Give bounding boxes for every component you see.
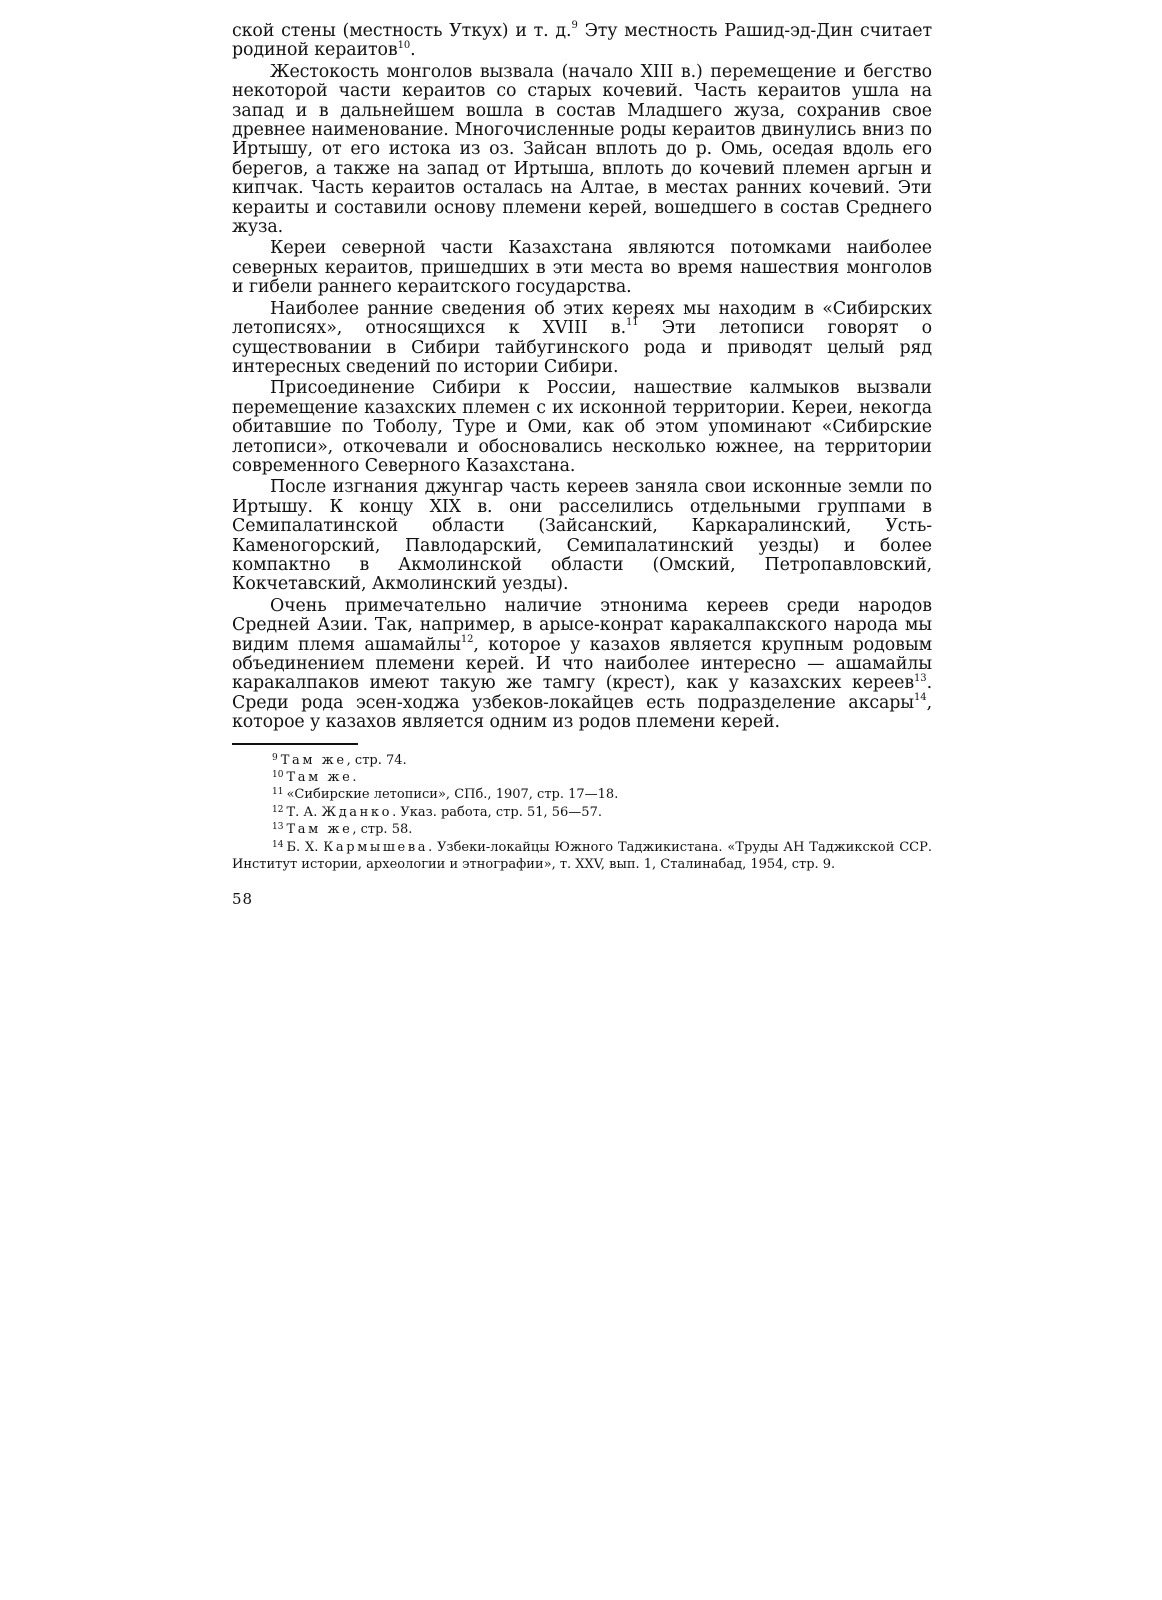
footnote-text: . Указ. работа, стр. 51, 56—57. xyxy=(392,804,602,820)
footnote-ref: 11 xyxy=(626,317,639,329)
text-run: Присоединение Сибири к России, нашествие калмыков вызвали перемещение казахских племен с их исконной территории. Кереи, некогда обитавшие по Тоболу, Туре и Оми, как об этом упоминают «Сибирские летописи», откочевали и обосновались несколько южнее, на территории современного Северного Казахстана. xyxy=(232,378,932,476)
paragraph xyxy=(232,478,932,594)
paragraph xyxy=(232,22,932,61)
footnote-text: Там же xyxy=(280,752,347,768)
footnote xyxy=(232,822,932,839)
paragraph xyxy=(232,379,932,476)
paragraph xyxy=(232,597,932,733)
footnote-number: 13 xyxy=(272,822,284,833)
footnote xyxy=(232,753,932,770)
footnote-number: 14 xyxy=(272,839,284,850)
footnotes xyxy=(232,753,932,873)
text-run: Очень примечательно наличие этнонима кереев среди народов Средней Азии. Так, например, в арысе-конрат каракалпакского народа мы видим племя ашамайлы xyxy=(232,595,932,655)
footnote xyxy=(232,805,932,822)
footnote-separator xyxy=(232,743,358,745)
footnote-text: Там же. xyxy=(286,770,360,786)
footnote-text: , стр. 58. xyxy=(352,822,413,838)
footnote-text: «Сибирские летописи», СПб., 1907, стр. 17—18. xyxy=(286,787,619,803)
text-run: Жестокость монголов вызвала (начало XIII в.) перемещение и бегство некоторой части кераитов со старых кочевий. Часть кераитов ушла на запад и в дальнейшем вошла в состав Младшего жуза, сохранив свое древнее наименование. Многочисленные роды кераитов двинулись вниз по Иртышу, от его истока из оз. Зайсан вплоть до р. Омь, оседая вдоль его берегов, а также на запад от Иртыша, вплоть до кочевий племен аргын и кипчак. Часть кераитов осталась на Алтае, в местах ранних кочевий. Эти кераиты и составили основу племени керей, вошедшего в состав Среднего жуза. xyxy=(232,61,932,238)
text-run: , которое у казахов является одним из родов племени керей. xyxy=(232,692,932,733)
page-number: 58 xyxy=(232,890,254,908)
footnote-text: Жданко xyxy=(321,804,393,820)
text-run: . xyxy=(410,40,416,61)
footnote xyxy=(232,787,932,804)
footnote-text: Там же xyxy=(286,822,353,838)
page-content xyxy=(232,22,932,872)
footnote-text: . Узбеки-локайцы Южного Таджикистана. «Труды АН Таджикской ССР. Институт истории, археологии и этнографии», т. XXV, вып. 1, Сталинабад, 1954, стр. 9. xyxy=(232,839,932,873)
footnote-ref: 9 xyxy=(571,20,578,32)
footnote-text: Т. А. xyxy=(286,804,322,820)
footnote-ref: 12 xyxy=(460,633,474,645)
footnote xyxy=(232,770,932,787)
footnote-text: Кармышева xyxy=(323,839,429,855)
text-run: После изгнания джунгар часть кереев заняла свои исконные земли по Иртышу. К концу XIX в. они расселились отдельными группами в Семипалатинской области (Зайсанский, Каркаралинский, Усть-Каменогорский, Павлодарский, Семипалатинский уезды) и более компактно в Акмолинской области (Омский, Петропавловский, Кокчетавский, Акмолинский уезды). xyxy=(232,477,932,595)
text-run: Наиболее ранние сведения об этих кереях мы находим в «Сибирских летописях», относящихся к XVIII в. xyxy=(232,298,932,339)
paragraph xyxy=(232,300,932,378)
text-run: Эту местность Рашид-эд-Дин считает родиной кераитов xyxy=(232,21,932,61)
footnote-number: 10 xyxy=(272,770,284,781)
footnote-ref: 10 xyxy=(397,39,411,51)
text-run: , которое у казахов является крупным родовым объединением племени керей. И что наиболее интересно — ашамайлы каракалпаков имеют такую же тамгу (крест), как у казахских кереев xyxy=(232,634,932,694)
text-run: ской стены (местность Уткух) и т. д. xyxy=(232,21,572,41)
text-run: . Среди рода эсен-ходжа узбеков-локайцев есть подразделение аксары xyxy=(232,673,932,713)
footnote xyxy=(232,840,932,873)
paragraph xyxy=(232,63,932,238)
footnote-ref: 14 xyxy=(914,692,927,704)
footnote-number: 12 xyxy=(272,804,284,815)
paragraph xyxy=(232,239,932,297)
text-run: Эти летописи говорят о существовании в Сибири тайбугинского рода и приводят целый ряд интересных сведений по истории Сибири. xyxy=(232,318,933,377)
text-run: Кереи северной части Казахстана являются потомками наиболее северных кераитов, пришедших в эти места во время нашествия монголов и гибели раннего кераитского государства. xyxy=(232,238,932,298)
footnote-number: 11 xyxy=(272,787,284,798)
footnote-text: , стр. 74. xyxy=(346,752,407,768)
footnote-text: Б. Х. xyxy=(286,839,324,855)
footnote-number: 9 xyxy=(272,752,278,763)
footnote-ref: 13 xyxy=(914,672,927,684)
main-text xyxy=(232,22,932,733)
